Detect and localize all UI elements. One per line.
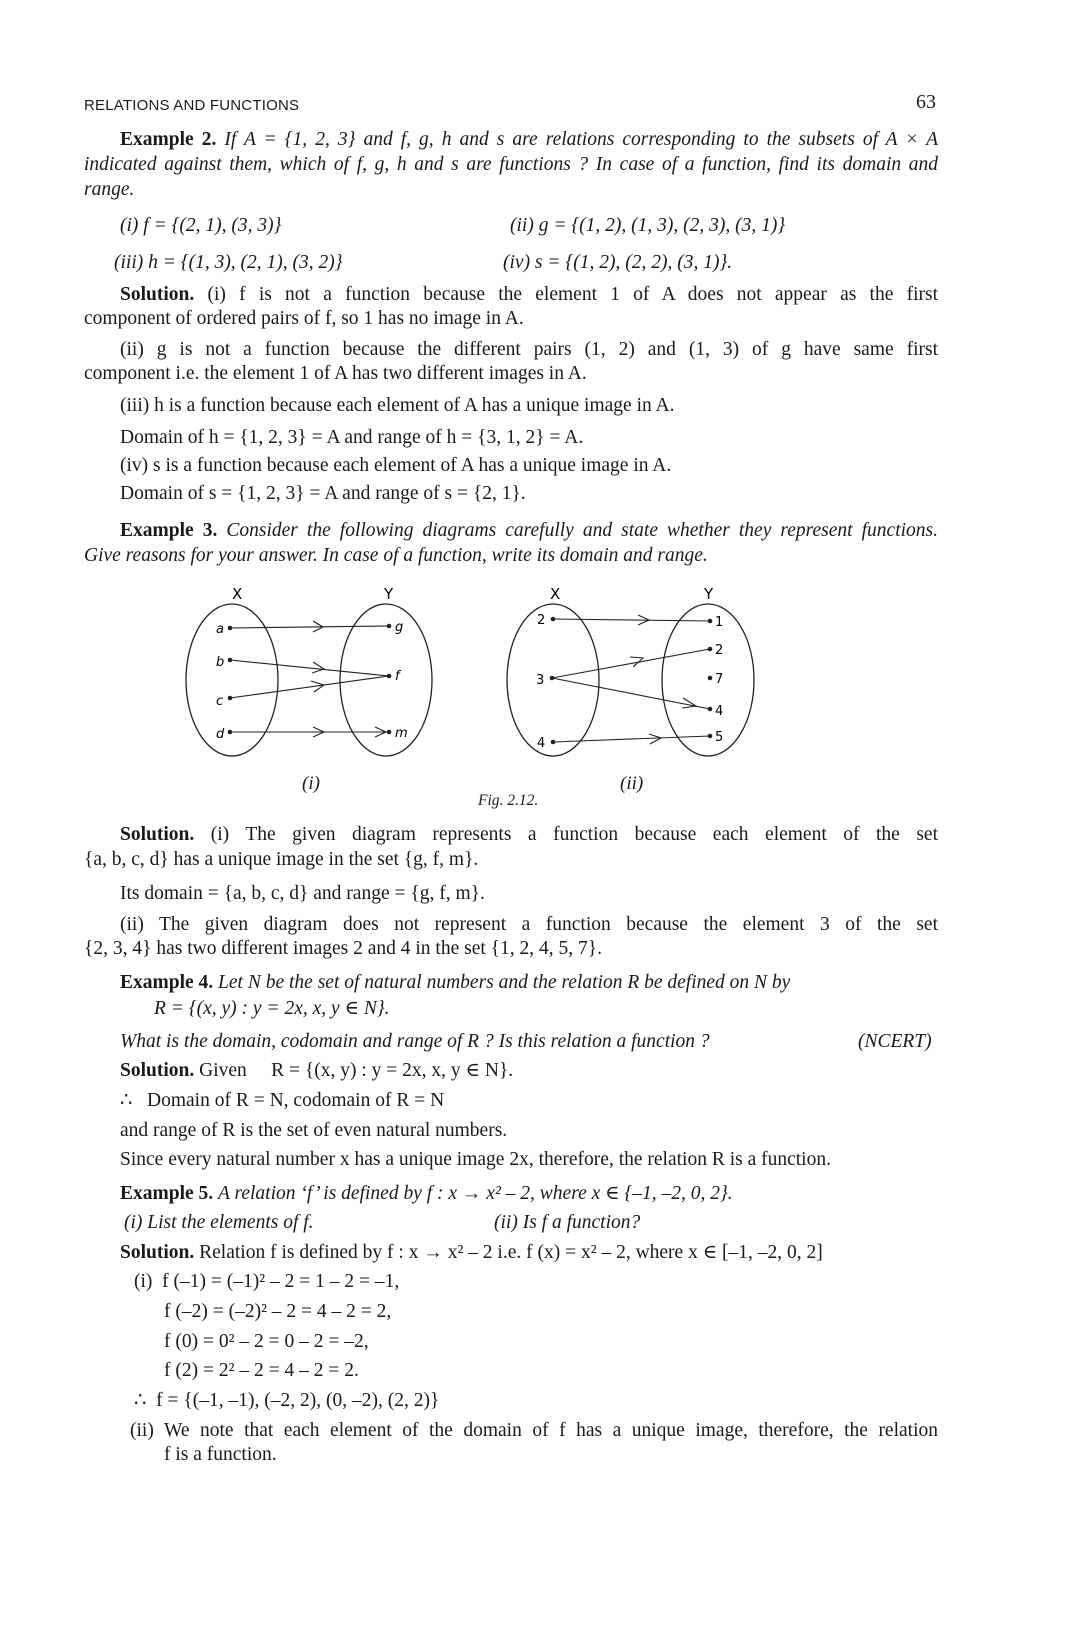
- domain-ellipse: [186, 604, 278, 756]
- domain-element-a: a: [216, 622, 224, 637]
- example-5-option-ii: (ii) Is f a function?: [494, 1212, 641, 1233]
- example-4-solution-line-3: and range of R is the set of even natural numbers.: [120, 1120, 508, 1141]
- example-3-solution-line-1: Solution. (i) The given diagram represents a function because each element of the set: [120, 824, 939, 845]
- example-2-option-ii: (ii) g = {(1, 2), (1, 3), (2, 3), (3, 1)}: [510, 215, 786, 236]
- example-2-question-line-2: indicated against them, which of f, g, h and s are functions ? In case of a function, find its domain and: [84, 154, 938, 175]
- example-2-solution-line-2: component of ordered pairs of f, so 1 has no image in A.: [84, 308, 524, 329]
- codomain-element-5: 5: [715, 730, 724, 745]
- example-2-option-iv: (iv) s = {(1, 2), (2, 2), (3, 1)}.: [503, 252, 733, 273]
- arrow-2-to-1: [553, 619, 710, 621]
- arrow-3-to-2: [552, 649, 710, 678]
- example-4-source: (NCERT): [858, 1031, 932, 1052]
- example-2-solution-line-1: Solution. (i) f is not a function because the element 1 of A does not appear as the first: [120, 284, 939, 305]
- codomain-ellipse: [662, 604, 754, 756]
- example-4-question-line-3: What is the domain, codomain and range of R ? Is this relation a function ?: [120, 1031, 710, 1052]
- codomain-element-1: 1: [715, 615, 724, 630]
- example-3-question-line-2: Give reasons for your answer. In case of a function, write its domain and range.: [84, 545, 708, 566]
- example-3-solution-line-4: (ii) The given diagram does not represent a function because the element 3 of the set: [120, 914, 938, 935]
- set-y-label: Y: [704, 585, 714, 603]
- example-2-option-iii: (iii) h = {(1, 3), (2, 1), (3, 2)}: [114, 252, 343, 273]
- example-5-conclusion-line-1: (ii) We note that each element of the domain of f has a unique image, therefore, the relation: [130, 1420, 938, 1441]
- mapping-diagram-ii: [500, 580, 770, 780]
- arrow-c-to-f: [230, 676, 389, 698]
- example-5-calc-4: f (2) = 2² – 2 = 4 – 2 = 2.: [164, 1360, 359, 1381]
- codomain-element-m: m: [395, 726, 408, 741]
- arrow-4-to-5: [553, 736, 710, 742]
- codomain-element-g: g: [395, 620, 404, 635]
- figure-i-sublabel: (i): [302, 773, 320, 794]
- example-2-solution-line-7: (iv) s is a function because each element of A has a unique image in A.: [120, 455, 672, 476]
- example-2-solution-line-8: Domain of s = {1, 2, 3} = A and range of s = {2, 1}.: [120, 483, 526, 504]
- example-4-question-line-1: Example 4. Let N be the set of natural numbers and the relation R be defined on N by: [120, 972, 791, 993]
- set-x-label: X: [550, 585, 561, 603]
- domain-element-2: 2: [537, 613, 546, 628]
- running-header: RELATIONS AND FUNCTIONS: [84, 97, 300, 114]
- page-number: 63: [916, 91, 936, 113]
- example-5-calc-1: (i) f (–1) = (–1)² – 2 = 1 – 2 = –1,: [134, 1271, 400, 1292]
- figure-ii-sublabel: (ii): [620, 773, 644, 794]
- codomain-element-2: 2: [715, 643, 724, 658]
- arrow-b-to-f: [230, 660, 389, 676]
- codomain-element-4: 4: [715, 704, 724, 719]
- codomain-element-7: 7: [715, 672, 724, 687]
- domain-element-b: b: [216, 655, 225, 670]
- example-5-result: ∴ f = {(–1, –1), (–2, 2), (0, –2), (2, 2)}: [134, 1390, 440, 1411]
- example-5-calc-2: f (–2) = (–2)² – 2 = 4 – 2 = 2,: [164, 1301, 392, 1322]
- example-4-relation: R = {(x, y) : y = 2x, x, y ∈ N}.: [154, 998, 390, 1019]
- set-x-label: X: [232, 585, 243, 603]
- example-5-solution-line-1: Solution. Relation f is defined by f : x → x² – 2 i.e. f (x) = x² – 2, where x ∈ [–1, –2, 0, 2]: [120, 1242, 823, 1263]
- example-5-calc-3: f (0) = 0² – 2 = 0 – 2 = –2,: [164, 1331, 369, 1352]
- domain-element-d: d: [216, 727, 225, 742]
- example-2-option-i: (i) f = {(2, 1), (3, 3)}: [120, 215, 282, 236]
- domain-element-3: 3: [536, 673, 545, 688]
- domain-element-c: c: [216, 694, 224, 709]
- example-3-solution-line-2: {a, b, c, d} has a unique image in the set {g, f, m}.: [84, 849, 479, 870]
- example-5-option-i: (i) List the elements of f.: [124, 1212, 314, 1233]
- set-y-label: Y: [384, 585, 394, 603]
- figure-caption: Fig. 2.12.: [478, 792, 539, 809]
- example-2-solution-line-5: (iii) h is a function because each element of A has a unique image in A.: [120, 395, 675, 416]
- example-3-solution-line-5: {2, 3, 4} has two different images 2 and 4 in the set {1, 2, 4, 5, 7}.: [84, 938, 602, 959]
- arrow-a-to-g: [230, 626, 389, 628]
- example-4-solution-line-1: Solution. Given R = {(x, y) : y = 2x, x, y ∈ N}.: [120, 1060, 514, 1081]
- example-2-solution-line-6: Domain of h = {1, 2, 3} = A and range of h = {3, 1, 2} = A.: [120, 427, 584, 448]
- example-4-solution-line-4: Since every natural number x has a unique image 2x, therefore, the relation R is a function.: [120, 1149, 831, 1170]
- example-2-solution-line-4: component i.e. the element 1 of A has two different images in A.: [84, 363, 587, 384]
- example-2-question-line-3: range.: [84, 179, 135, 200]
- example-5-question: Example 5. A relation ‘f’ is defined by f : x → x² – 2, where x ∈ {–1, –2, 0, 2}.: [120, 1183, 733, 1204]
- domain-element-4: 4: [537, 736, 546, 751]
- example-4-solution-line-2: ∴ Domain of R = N, codomain of R = N: [120, 1090, 445, 1111]
- mapping-diagram-i: [180, 580, 450, 780]
- example-2-question-line-1: Example 2. If A = {1, 2, 3} and f, g, h and s are relations corresponding to the subsets of A × A: [120, 129, 939, 150]
- codomain-element-f: f: [395, 669, 400, 684]
- arrow-3-to-4: [552, 678, 710, 709]
- example-3-solution-line-3: Its domain = {a, b, c, d} and range = {g, f, m}.: [120, 883, 485, 904]
- example-5-conclusion-line-2: f is a function.: [164, 1444, 277, 1465]
- example-3-question-line-1: Example 3. Consider the following diagrams carefully and state whether they represent functions.: [120, 520, 939, 541]
- example-2-solution-line-3: (ii) g is not a function because the different pairs (1, 2) and (1, 3) of g have same first: [120, 339, 938, 360]
